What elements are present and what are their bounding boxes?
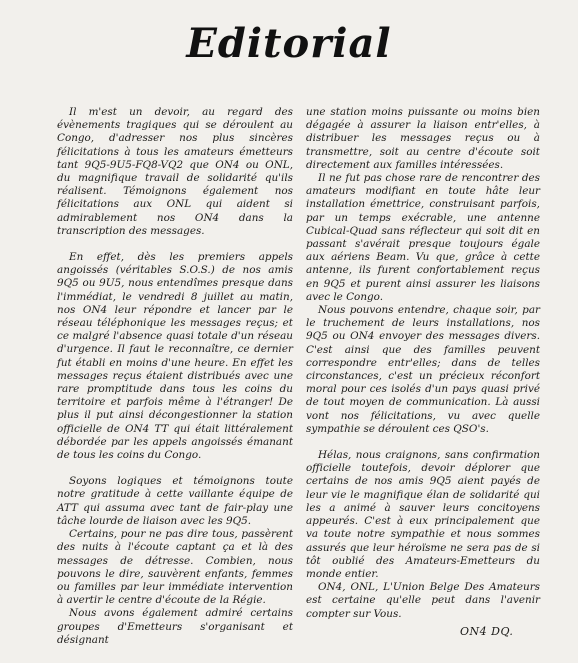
paragraph: ON4, ONL, L'Union Belge Des Amateurs est certaine qu'elle peut dans l'avenir compter sur Vous. [306,581,540,620]
paragraph: Nous avons également admiré certains groupes d'Emetteurs s'organisant et désignant [57,607,293,646]
right-column [306,106,540,621]
paragraph: Hélas, nous craignons, sans confirmation officielle toutefois, devoir déplorer que certains de nos amis 9Q5 aient payés de leur vie le magnifique élan de solidarité qui les a animé à sauver leurs concitoyens appeurés. C'est à eux principalement que va toute notre sympathie et nous sommes assurés que leur héroïsme ne sera pas de si tôt oublié des Amateurs-Emetteurs du monde entier. [306,449,540,580]
paragraph: Certains, pour ne pas dire tous, passèrent des nuits à l'écoute captant ça et là des messages de détresse. Combien, nous pouvons le dire, sauvèrent enfants, femmes ou familles par leur immédiate intervention à avertir le centre d'écoute de la Régie. [57,528,293,607]
signature: ON4 DQ. [460,625,514,638]
paragraph: Il ne fut pas chose rare de rencontrer des amateurs modifiant en toute hâte leur installation émettrice, construisant parfois, par un temps exécrable, une antenne Cubical-Quad sans réflecteur qui soit dit en passant s'avérait presque toujours égale aux aériens Beam. Vu que, grâce à cette antenne, ils furent confortablement reçus en 9Q5 et purent ainsi assurer les liaisons avec le Congo. [306,172,540,303]
paragraph: Il m'est un devoir, au regard des évènements tragiques qui se déroulent au Congo, d'adresser nos plus sincères félicitations à tous les amateurs émetteurs tant 9Q5-9U5-FQ8-VQ2 que ON4 ou ONL, du magnifique travail de solidarité qu'ils réalisent. Témoignons également nos félicitations aux ONL qui aident si admirablement nos ON4 dans la transcription des messages. [57,106,293,237]
paragraph: Soyons logiques et témoignons toute notre gratitude à cette vaillante équipe de ATT qui assuma avec tant de fair-play une tâche lourde de liaison avec les 9Q5. [57,475,293,527]
left-column [57,106,293,647]
paragraph: En effet, dès les premiers appels angoissés (véritables S.O.S.) de nos amis 9Q5 ou 9U5, nous entendîmes presque dans l'immédiat, le vendredi 8 juillet au matin, nos ON4 leur répondre et lancer par le réseau téléphonique les messages reçus; et ce malgré l'absence quasi totale d'un réseau d'urgence. Il faut le reconnaître, ce dernier fut établi en moins d'une heure. En effet les messages reçus étaient distribués avec une rare promptitude dans tous les coins du territoire et parfois même à l'étranger! De plus il put ainsi décongestionner la station officielle de ON4 TT qui était littéralement débordée par les appels angoissés émanant de tous les coins du Congo. [57,251,293,462]
paragraph: Nous pouvons entendre, chaque soir, par le truchement de leurs installations, nos 9Q5 ou ON4 envoyer des messages divers. C'est ainsi que des familles peuvent correspondre entr'elles; dans de telles circonstances, c'est un précieux réconfort moral pour ces isolés d'un pays quasi privé de tout moyen de communication. Là aussi vont nos félicitations, vu avec quelle sympathie se déroulent ces QSO's. [306,304,540,435]
paragraph: une station moins puissante ou moins bien dégagée à assurer la liaison entr'elles, à distribuer les messages reçus ou à transmettre, soit au centre d'écoute soit directement aux familles intéressées. [306,106,540,171]
page-title: Editorial [186,20,392,67]
